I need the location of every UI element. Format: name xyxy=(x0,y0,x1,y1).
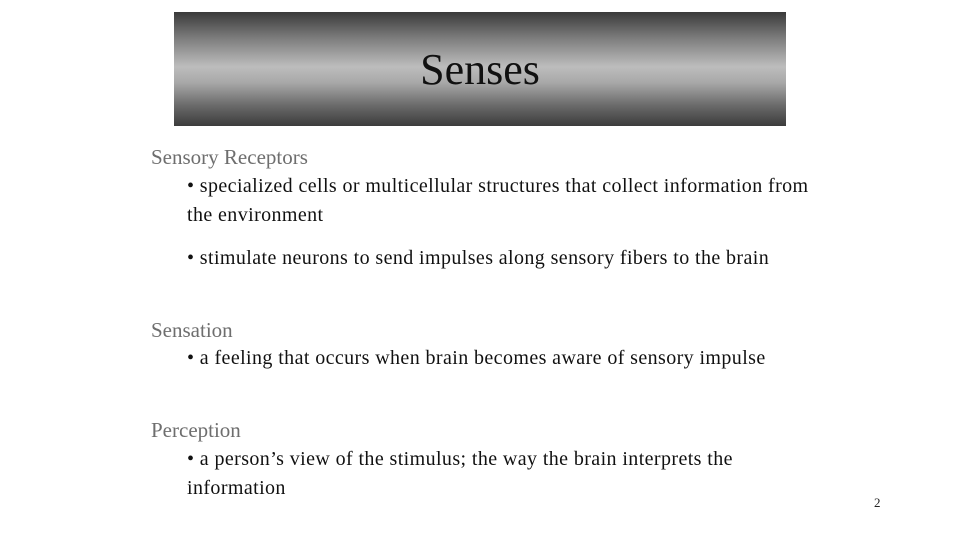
bullet-sensation-1: • a feeling that occurs when brain becomes aware of sensory impulse xyxy=(187,347,766,369)
bullet-perception-1: • a person’s view of the stimulus; the way the brain interprets the information xyxy=(187,448,733,499)
page-number: 2 xyxy=(874,495,881,510)
slide-title: Senses xyxy=(420,44,540,94)
bullet-sensory-receptors-1: • specialized cells or multicellular structures that collect information from the environment xyxy=(187,175,809,226)
title-banner xyxy=(174,12,786,126)
section-heading-perception: Perception xyxy=(151,418,241,442)
bullet-sensory-receptors-2: • stimulate neurons to send impulses along sensory fibers to the brain xyxy=(187,247,770,269)
section-heading-sensory-receptors: Sensory Receptors xyxy=(151,145,308,169)
section-heading-sensation: Sensation xyxy=(151,318,233,342)
